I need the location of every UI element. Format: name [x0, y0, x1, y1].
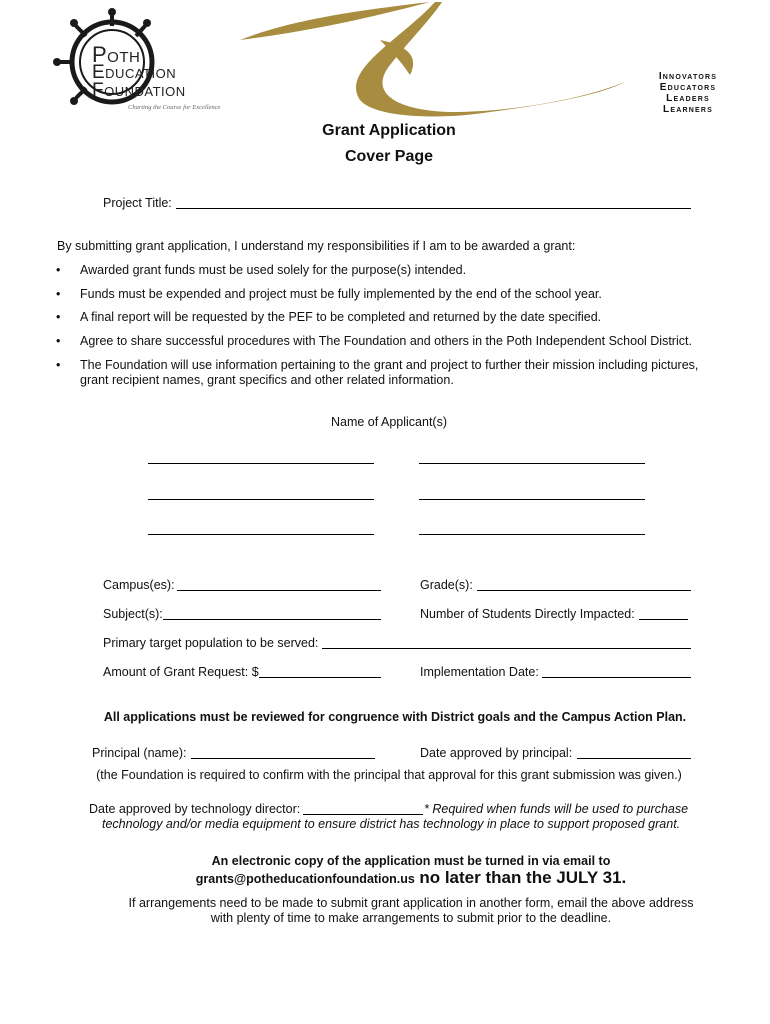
org-name-line3: Foundation: [92, 80, 186, 101]
bullet-icon: •: [56, 334, 61, 348]
amount-field[interactable]: [259, 663, 381, 678]
implementation-field[interactable]: [542, 663, 691, 678]
applicant-field[interactable]: [419, 485, 645, 500]
population-label: Primary target population to be served:: [103, 636, 319, 650]
bullet-icon: •: [56, 263, 61, 277]
students-label: Number of Students Directly Impacted:: [420, 607, 635, 621]
email-row: [0, 868, 770, 888]
deadline-text: no later than the JULY 31.: [419, 868, 627, 887]
bullet-icon: •: [56, 358, 61, 372]
page-title: Grant Application: [322, 122, 456, 139]
grade-label: Grade(s):: [420, 578, 473, 592]
principal-name-label: Principal (name):: [92, 746, 187, 760]
tech-date-field[interactable]: [303, 800, 423, 815]
applicant-field[interactable]: [148, 485, 374, 500]
page-subtitle: Cover Page: [344, 148, 434, 165]
campus-label: Campus(es):: [103, 578, 175, 592]
principal-date-label: Date approved by principal:: [420, 746, 573, 760]
applicant-field[interactable]: [419, 449, 645, 464]
value-learners: Learners: [663, 104, 713, 115]
bullet-icon: •: [56, 287, 61, 301]
campus-field[interactable]: [177, 576, 381, 591]
tech-label: Date approved by technology director:: [89, 802, 301, 816]
applicant-field[interactable]: [148, 449, 374, 464]
org-name-line1: Poth: [92, 42, 141, 67]
subject-field[interactable]: [163, 605, 381, 620]
value-leaders: Leaders: [666, 93, 710, 104]
email-instruction: An electronic copy of the application must be turned in via email to: [211, 854, 611, 868]
final-line2: with plenty of time to make arrangements to submit prior to the deadline.: [210, 911, 612, 925]
bullet-icon: •: [56, 310, 61, 324]
intro-text: By submitting grant application, I understand my responsibilities if I am to be awarded a grant:: [57, 239, 576, 253]
amount-label: Amount of Grant Request: $: [103, 665, 259, 679]
students-field[interactable]: [639, 605, 688, 620]
principal-name-field[interactable]: [191, 744, 375, 759]
review-notice: All applications must be reviewed for congruence with District goals and the Campus Action Plan.: [103, 710, 687, 724]
principal-note: (the Foundation is required to confirm with the principal that approval for this grant submission was given.): [96, 768, 682, 782]
applicant-field[interactable]: [148, 520, 374, 535]
implementation-label: Implementation Date:: [420, 665, 539, 679]
org-name-line2: Education: [92, 62, 177, 83]
final-line1: If arrangements need to be made to submit grant application in another form, email the above address: [128, 896, 694, 910]
applicants-label: Name of Applicant(s): [330, 415, 448, 429]
tech-note-line1: * Required when funds will be used to purchase: [424, 802, 689, 816]
project-title-label: Project Title:: [103, 196, 172, 210]
principal-date-field[interactable]: [577, 744, 691, 759]
tech-note-line2: technology and/or media equipment to ensure district has technology in place to support proposed grant.: [102, 817, 681, 831]
population-field[interactable]: [322, 634, 691, 649]
applicant-field[interactable]: [419, 520, 645, 535]
gold-swoosh-graphic: [230, 0, 630, 125]
value-innovators: Innovators: [658, 71, 718, 82]
subject-label: Subject(s):: [103, 607, 163, 621]
value-educators: Educators: [659, 82, 717, 93]
value-list: [618, 71, 758, 115]
project-title-field[interactable]: [176, 194, 691, 209]
org-tagline: Charting the Course for Excellence: [128, 104, 221, 111]
email-address[interactable]: grants@potheducationfoundation.us: [195, 872, 415, 886]
grade-field[interactable]: [477, 576, 691, 591]
